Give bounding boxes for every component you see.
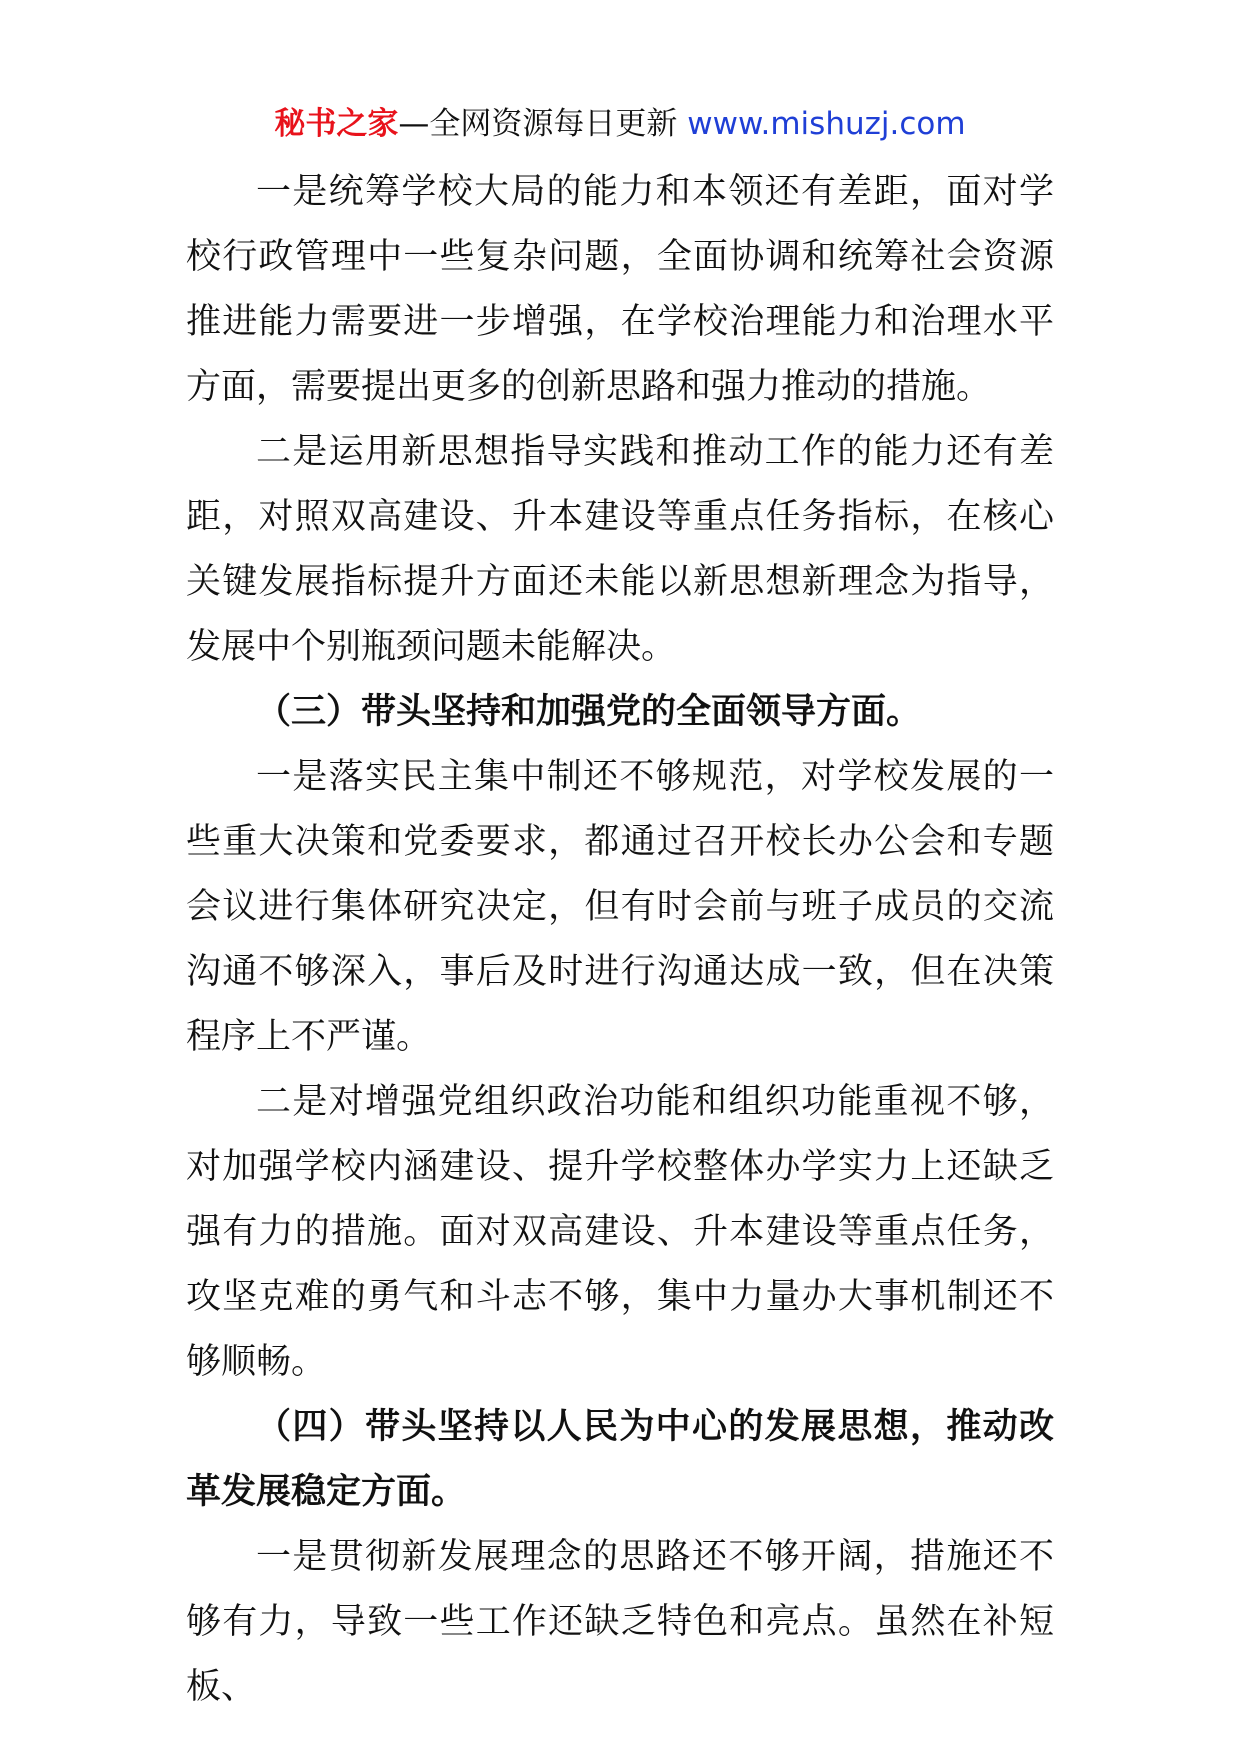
- section-heading: （四）带头坚持以人民为中心的发展思想，推动改革发展稳定方面。: [186, 1407, 1054, 1512]
- paragraph-body: 一是贯彻新发展理念的思路还不够开阔，措施还不够有力，导致一些工作还缺乏特色和亮点。虽然在补短板、: [186, 1537, 1054, 1707]
- paragraph-body: 二是对增强党组织政治功能和组织功能重视不够，对加强学校内涵建设、提升学校整体办学实力上还缺乏强有力的措施。面对双高建设、升本建设等重点任务，攻坚克难的勇气和斗志不够，集中力量办大事机制还不够顺畅。: [186, 1082, 1054, 1382]
- paragraph-body: 一是统筹学校大局的能力和本领还有差距，面对学校行政管理中一些复杂问题，全面协调和统筹社会资源推进能力需要进一步增强，在学校治理能力和治理水平方面，需要提出更多的创新思路和强力推动的措施。: [186, 172, 1054, 407]
- brand-name: 秘书之家: [274, 106, 399, 142]
- site-url-link[interactable]: www.mishuzj.com: [687, 106, 966, 142]
- paragraph-body: 一是落实民主集中制还不够规范，对学校发展的一些重大决策和党委要求，都通过召开校长办公会和专题会议进行集体研究决定，但有时会前与班子成员的交流沟通不够深入，事后及时进行沟通达成一致，但在决策程序上不严谨。: [186, 757, 1054, 1057]
- paragraph-body: 二是运用新思想指导实践和推动工作的能力还有差距，对照双高建设、升本建设等重点任务指标，在核心关键发展指标提升方面还未能以新思想新理念为指导，发展中个别瓶颈问题未能解决。: [186, 432, 1054, 667]
- header-tagline: —全网资源每日更新: [398, 106, 688, 142]
- section-heading: （三）带头坚持和加强党的全面领导方面。: [256, 692, 922, 732]
- page-header: [0, 102, 1240, 146]
- document-body: [186, 160, 1054, 1720]
